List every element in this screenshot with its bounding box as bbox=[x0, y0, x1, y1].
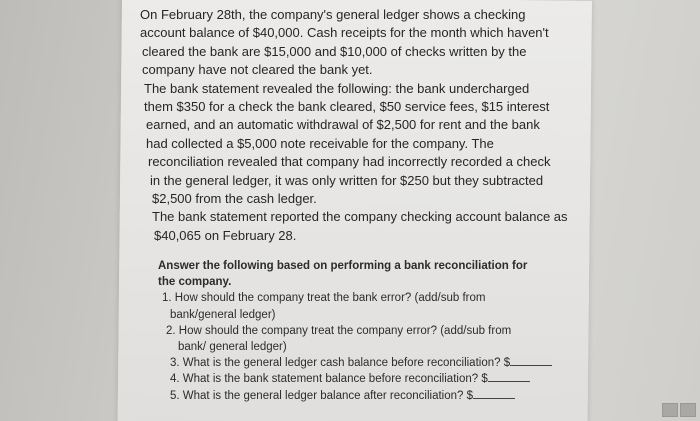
questions-heading: the company. bbox=[158, 276, 232, 289]
question-2: 2. How should the company treat the company error? (add/sub from bbox=[166, 324, 512, 337]
problem-line: The bank statement reported the company checking account balance as bbox=[152, 209, 568, 225]
problem-line: reconciliation revealed that company had incorrectly recorded a check bbox=[148, 154, 551, 170]
problem-line: The bank statement revealed the following: the bank undercharged bbox=[144, 80, 530, 96]
problem-line: earned, and an automatic withdrawal of $2,500 for rent and the bank bbox=[146, 117, 540, 133]
question-3-text: 3. What is the general ledger cash balance before reconciliation? $ bbox=[170, 357, 511, 370]
problem-line: $2,500 from the cash ledger. bbox=[152, 191, 317, 207]
problem-line: account balance of $40,000. Cash receipts for the month which haven't bbox=[140, 25, 549, 41]
question-3 bbox=[158, 355, 578, 371]
questions-block bbox=[158, 258, 578, 404]
answer-blank bbox=[473, 388, 515, 399]
problem-line: in the general ledger, it was only written for $250 but they subtracted bbox=[150, 172, 544, 188]
answer-blank bbox=[510, 355, 552, 366]
question-1-continued: bank/general ledger) bbox=[170, 308, 276, 321]
problem-line: $40,065 on February 28. bbox=[154, 227, 297, 243]
corner-tile bbox=[680, 403, 696, 417]
question-2-continued: bank/ general ledger) bbox=[178, 341, 287, 354]
answer-blank bbox=[488, 371, 530, 382]
question-5 bbox=[158, 388, 578, 404]
problem-line: had collected a $5,000 note receivable for the company. The bbox=[146, 135, 494, 151]
problem-line: On February 28th, the company's general ledger shows a checking bbox=[140, 7, 526, 22]
problem-line: cleared the bank are $15,000 and $10,000 of checks written by the bbox=[142, 43, 527, 59]
problem-line: them $350 for a check the bank cleared, $50 service fees, $15 interest bbox=[144, 99, 550, 115]
question-5-text: 5. What is the general ledger balance after reconciliation? $ bbox=[170, 389, 474, 402]
corner-widget bbox=[662, 403, 696, 417]
question-4-text: 4. What is the bank statement balance before reconciliation? $ bbox=[170, 373, 488, 386]
questions-heading: Answer the following based on performing a bank reconciliation for bbox=[158, 260, 528, 272]
problem-line: company have not cleared the bank yet. bbox=[142, 62, 373, 78]
problem-paragraph bbox=[140, 6, 580, 245]
corner-tile bbox=[662, 403, 678, 417]
question-1: 1. How should the company treat the bank error? (add/sub from bbox=[162, 292, 486, 305]
question-4 bbox=[158, 371, 578, 387]
